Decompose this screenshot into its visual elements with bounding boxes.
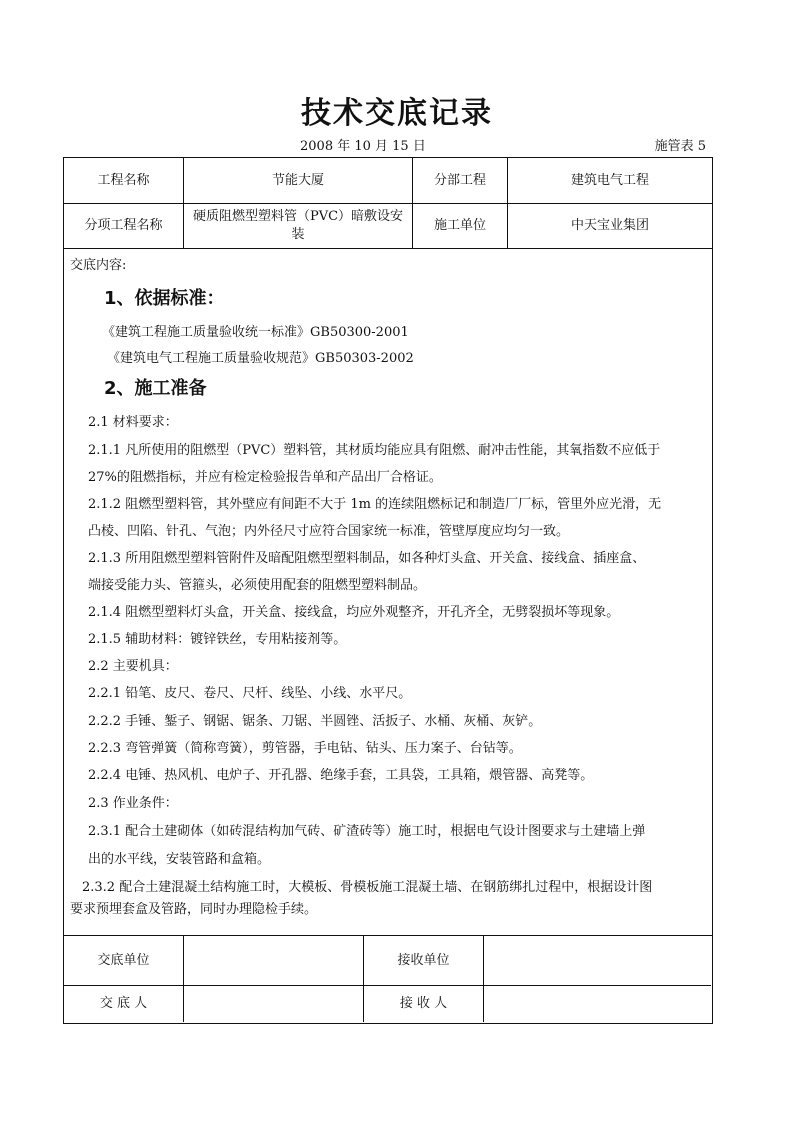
standard-ref: 《建筑工程施工质量验收统一标准》GB50300-2001 [102, 325, 409, 340]
content-line: 要求预埋套盒及管路，同时办理隐检手续。 [70, 902, 318, 917]
receiver-unit-label: 接收单位 [364, 936, 484, 986]
content-line: 2.2.2 手锤、錾子、钢锯、锯条、刀锯、半圆锉、活扳子、水桶、灰桶、灰铲。 [88, 714, 542, 729]
content-line: 2.1 材料要求： [88, 415, 178, 430]
content-line: 2.3 作业条件： [88, 796, 178, 811]
content-line: 2.2.3 弯管弹簧（简称弯簧），剪管器，手电钻、钻头、压力案子、台钻等。 [88, 741, 522, 756]
content-line: 出的水平线，安装管路和盒箱。 [88, 852, 271, 867]
content-line: 2.1.1 凡所使用的阻燃型（PVC）塑料管，其材质均能应具有阻燃、耐冲击性能，其氧指数不应低于 [88, 443, 661, 458]
content-line: 2.2.4 电锤、热风机、电炉子、开孔器、绝缘手套，工具袋，工具箱，煨管器、高凳等。 [88, 768, 594, 783]
project-name-label: 工程名称 [64, 158, 184, 204]
content-label: 交底内容: [70, 258, 127, 273]
content-line: 27%的阻燃指标，并应有检定检验报告单和产品出厂合格证。 [88, 470, 442, 485]
standard-ref: 《建筑电气工程施工质量验收规范》GB50303-2002 [107, 351, 414, 366]
form-number: 施管表 5 [654, 139, 706, 154]
division-label: 分部工程 [413, 158, 508, 204]
content-line: 2.1.2 阻燃型塑料管，其外壁应有间距不大于 1m 的连续阻燃标记和制造厂厂标，管里外应光滑，无 [88, 497, 662, 512]
content-line: 2.3.2 配合土建混凝土结构施工时，大模板、骨模板施工混凝土墙、在钢筋绑扎过程中，根据设计图 [82, 880, 653, 895]
content-line: 2.1.5 辅助材料：镀锌铁丝，专用粘接剂等。 [88, 632, 347, 647]
content-section [63, 248, 713, 935]
signature-table [63, 935, 713, 1024]
issuer-label: 交 底 人 [64, 986, 184, 1022]
issuer-field[interactable] [184, 986, 364, 1022]
subitem-label: 分项工程名称 [64, 204, 184, 249]
heading-preparation: 2、施工准备 [104, 378, 207, 399]
content-line: 2.1.3 所用阻燃型塑料管附件及暗配阻燃型塑料制品，如各种灯头盒、开关盒、接线盒、插座盒、 [88, 551, 646, 566]
contractor: 中天宝业集团 [508, 204, 712, 249]
document-title: 技术交底记录 [301, 96, 493, 131]
issuer-unit-label: 交底单位 [64, 936, 184, 986]
content-line: 2.2.1 铅笔、皮尺、卷尺、尺杆、线坠、小线、水平尺。 [88, 686, 412, 701]
contractor-label: 施工单位 [413, 204, 508, 249]
division: 建筑电气工程 [508, 158, 712, 204]
project-name: 节能大厦 [184, 158, 413, 204]
issuer-unit-field[interactable] [184, 936, 364, 986]
heading-standards: 1、依据标准： [104, 288, 225, 309]
date: 2008 年 10 月 15 日 [300, 139, 426, 154]
receiver-label: 接 收 人 [364, 986, 484, 1022]
content-line: 2.3.1 配合土建砌体（如砖混结构加气砖、矿渣砖等）施工时，根据电气设计图要求与土建墙上弹 [88, 824, 646, 839]
content-line: 凸棱、凹陷、针孔、气泡；内外径尺寸应符合国家统一标准，管壁厚度应均匀一致。 [88, 524, 570, 539]
receiver-field[interactable] [484, 986, 711, 1022]
header-table [63, 157, 713, 248]
content-line: 2.2 主要机具： [88, 659, 178, 674]
subitem: 硬质阻燃型塑料管（PVC）暗敷设安装 [184, 204, 413, 249]
content-line: 端接受能力头、管箍头，必须使用配套的阻燃型塑料制品。 [88, 578, 427, 593]
content-line: 2.1.4 阻燃型塑料灯头盒，开关盒、接线盒，均应外观整齐，开孔齐全，无劈裂损坏等现象。 [88, 605, 620, 620]
receiver-unit-field[interactable] [484, 936, 711, 986]
